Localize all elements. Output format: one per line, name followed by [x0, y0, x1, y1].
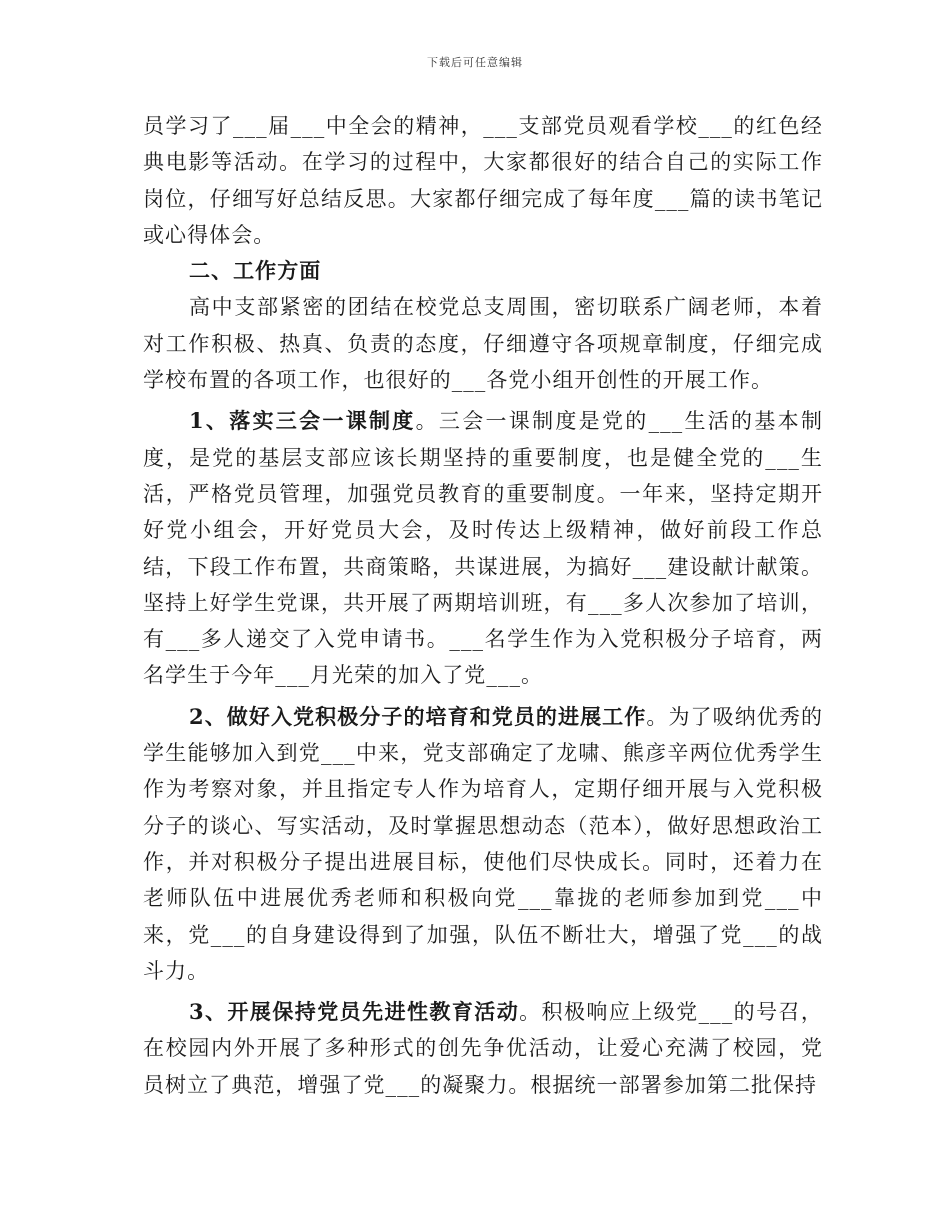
- paragraph-item-3: [143, 994, 823, 1103]
- item-1-title: 1、落实三会一课制度: [189, 408, 416, 434]
- document-body: [143, 108, 823, 1103]
- paragraph-item-1: [143, 403, 823, 693]
- item-2-title: 2、做好入党积极分子的培育和党员的进展工作: [189, 703, 647, 729]
- page-header: 下载后可任意编辑: [427, 56, 523, 69]
- item-3-title: 3、开展保持党员先进性教育活动: [189, 999, 520, 1025]
- paragraph-study-summary: 员学习了___届___中全会的精神，___支部党员观看学校___的红色经典电影等活动。在学习的过程中，大家都很好的结合自己的实际工作岗位，仔细写好总结反思。大家都仔细完成了每年度___篇的读书笔记或心得体会。: [143, 114, 823, 247]
- paragraph-work-overview: 高中支部紧密的团结在校党总支周围，密切联系广阔老师，本着对工作积极、热真、负责的态度，仔细遵守各项规章制度，仔细完成学校布置的各项工作，也很好的___各党小组开创性的开展工作。: [143, 295, 823, 393]
- section-heading-work: 二、工作方面: [189, 258, 322, 284]
- item-2-text: 。为了吸纳优秀的学生能够加入到党___中来，党支部确定了龙啸、熊彦辛两位优秀学生作为考察对象，并且指定专人作为培育人，定期仔细开展与入党积极分子的谈心、写实活动，及时掌握思想动态（范本），做好思想政治工作，并对积极分子提出进展目标，使他们尽快成长。同时，还着力在老师队伍中进展优秀老师和积极向党___靠拢的老师参加到党___中来，党___的自身建设得到了加强，队伍不断壮大，增强了党___的战斗力。: [143, 704, 823, 983]
- paragraph-item-2: [143, 699, 823, 989]
- item-1-text: 。三会一课制度是党的___生活的基本制度，是党的基层支部应该长期坚持的重要制度，也是健全党的___生活，严格党员管理，加强党员教育的重要制度。一年来，坚持定期开好党小组会，开好党员大会，及时传达上级精神，做好前段工作总结，下段工作布置，共商策略，共谋进展，为搞好___建设献计献策。坚持上好学生党课，共开展了两期培训班，有___多人次参加了培训，有___多人递交了入党申请书。___名学生作为入党积极分子培育，两名学生于今年___月光荣的加入了党___。: [143, 409, 823, 688]
- item-3-text: 。积极响应上级党___的号召，在校园内外开展了多种形式的创先争优活动，让爱心充满了校园，党员树立了典范，增强了党___的凝聚力。根据统一部署参加第二批保持: [143, 1000, 823, 1097]
